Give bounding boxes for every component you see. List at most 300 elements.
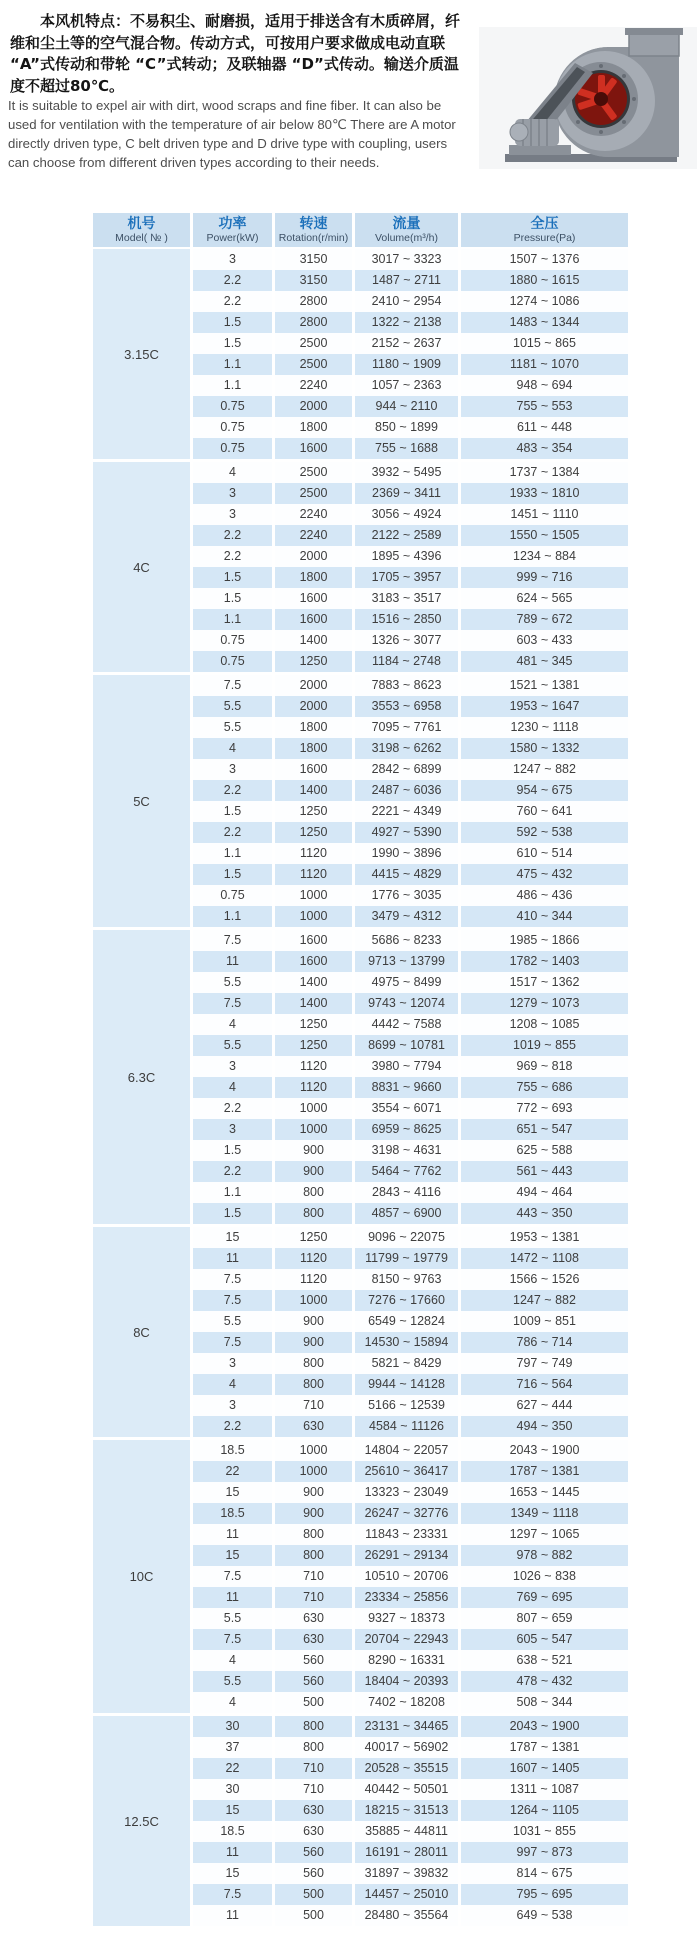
rotation-cell: 500 — [275, 1884, 352, 1905]
power-cell: 7.5 — [193, 1269, 272, 1290]
power-cell: 11 — [193, 951, 272, 972]
power-cell: 11 — [193, 1905, 272, 1926]
pressure-cell: 1880 ~ 1615 — [461, 270, 628, 291]
volume-cell: 3198 ~ 4631 — [355, 1140, 458, 1161]
volume-cell: 1705 ~ 3957 — [355, 567, 458, 588]
power-cell: 2.2 — [193, 546, 272, 567]
rotation-cell: 1800 — [275, 567, 352, 588]
pressure-cell: 1297 ~ 1065 — [461, 1524, 628, 1545]
power-cell: 18.5 — [193, 1440, 272, 1461]
pressure-cell: 978 ~ 882 — [461, 1545, 628, 1566]
pressure-cell: 789 ~ 672 — [461, 609, 628, 630]
power-cell: 18.5 — [193, 1503, 272, 1524]
volume-cell: 1990 ~ 3896 — [355, 843, 458, 864]
volume-cell: 9096 ~ 22075 — [355, 1227, 458, 1248]
power-cell: 15 — [193, 1545, 272, 1566]
pressure-cell: 625 ~ 588 — [461, 1140, 628, 1161]
pressure-cell: 2043 ~ 1900 — [461, 1716, 628, 1737]
volume-cell: 23131 ~ 34465 — [355, 1716, 458, 1737]
rotation-cell: 800 — [275, 1737, 352, 1758]
power-cell: 18.5 — [193, 1821, 272, 1842]
power-cell: 3 — [193, 504, 272, 525]
volume-cell: 35885 ~ 44811 — [355, 1821, 458, 1842]
power-cell: 1.5 — [193, 588, 272, 609]
volume-cell: 9743 ~ 12074 — [355, 993, 458, 1014]
power-cell: 1.1 — [193, 906, 272, 927]
power-cell: 5.5 — [193, 1608, 272, 1629]
pressure-cell: 2043 ~ 1900 — [461, 1440, 628, 1461]
pressure-cell: 807 ~ 659 — [461, 1608, 628, 1629]
power-cell: 2.2 — [193, 780, 272, 801]
volume-cell: 1487 ~ 2711 — [355, 270, 458, 291]
rotation-cell: 800 — [275, 1716, 352, 1737]
pressure-cell: 508 ~ 344 — [461, 1692, 628, 1713]
power-cell: 2.2 — [193, 1416, 272, 1437]
volume-cell: 40017 ~ 56902 — [355, 1737, 458, 1758]
column-header-power: 功率 Power(kW) — [193, 213, 272, 247]
rotation-cell: 2240 — [275, 525, 352, 546]
volume-cell: 11843 ~ 23331 — [355, 1524, 458, 1545]
volume-cell: 2221 ~ 4349 — [355, 801, 458, 822]
power-cell: 4 — [193, 738, 272, 759]
pressure-cell: 638 ~ 521 — [461, 1650, 628, 1671]
power-cell: 4 — [193, 1650, 272, 1671]
volume-cell: 4442 ~ 7588 — [355, 1014, 458, 1035]
rotation-cell: 1600 — [275, 951, 352, 972]
power-cell: 0.75 — [193, 396, 272, 417]
volume-cell: 2369 ~ 3411 — [355, 483, 458, 504]
pressure-cell: 1517 ~ 1362 — [461, 972, 628, 993]
power-cell: 11 — [193, 1248, 272, 1269]
pressure-cell: 627 ~ 444 — [461, 1395, 628, 1416]
volume-cell: 3056 ~ 4924 — [355, 504, 458, 525]
volume-cell: 4927 ~ 5390 — [355, 822, 458, 843]
volume-cell: 25610 ~ 36417 — [355, 1461, 458, 1482]
power-cell: 1.5 — [193, 1203, 272, 1224]
power-cell: 7.5 — [193, 1566, 272, 1587]
pressure-cell: 1521 ~ 1381 — [461, 675, 628, 696]
volume-cell: 1322 ~ 2138 — [355, 312, 458, 333]
power-cell: 2.2 — [193, 822, 272, 843]
pressure-cell: 494 ~ 464 — [461, 1182, 628, 1203]
volume-cell: 13323 ~ 23049 — [355, 1482, 458, 1503]
power-cell: 2.2 — [193, 1161, 272, 1182]
pressure-cell: 1181 ~ 1070 — [461, 354, 628, 375]
pressure-cell: 443 ~ 350 — [461, 1203, 628, 1224]
pressure-cell: 486 ~ 436 — [461, 885, 628, 906]
volume-cell: 2842 ~ 6899 — [355, 759, 458, 780]
rotation-cell: 630 — [275, 1629, 352, 1650]
pressure-cell: 1230 ~ 1118 — [461, 717, 628, 738]
model-label: 12.5C — [93, 1716, 190, 1926]
power-cell: 7.5 — [193, 1332, 272, 1353]
power-cell: 1.5 — [193, 333, 272, 354]
power-cell: 7.5 — [193, 993, 272, 1014]
volume-cell: 755 ~ 1688 — [355, 438, 458, 459]
pressure-cell: 948 ~ 694 — [461, 375, 628, 396]
rotation-cell: 800 — [275, 1524, 352, 1545]
spec-table — [93, 213, 628, 1929]
volume-cell: 4975 ~ 8499 — [355, 972, 458, 993]
rotation-cell: 1250 — [275, 822, 352, 843]
pressure-cell: 1472 ~ 1108 — [461, 1248, 628, 1269]
rotation-cell: 1000 — [275, 1290, 352, 1311]
rotation-cell: 500 — [275, 1692, 352, 1713]
rotation-cell: 630 — [275, 1416, 352, 1437]
rotation-cell: 560 — [275, 1842, 352, 1863]
rotation-cell: 900 — [275, 1311, 352, 1332]
pressure-cell: 1507 ~ 1376 — [461, 249, 628, 270]
pressure-cell: 1953 ~ 1647 — [461, 696, 628, 717]
pressure-cell: 1787 ~ 1381 — [461, 1737, 628, 1758]
rotation-cell: 630 — [275, 1800, 352, 1821]
pressure-cell: 1247 ~ 882 — [461, 1290, 628, 1311]
power-cell: 5.5 — [193, 1311, 272, 1332]
pressure-cell: 1015 ~ 865 — [461, 333, 628, 354]
volume-cell: 2122 ~ 2589 — [355, 525, 458, 546]
pressure-cell: 1208 ~ 1085 — [461, 1014, 628, 1035]
volume-cell: 7276 ~ 17660 — [355, 1290, 458, 1311]
volume-cell: 944 ~ 2110 — [355, 396, 458, 417]
power-cell: 1.1 — [193, 1182, 272, 1203]
pressure-cell: 1933 ~ 1810 — [461, 483, 628, 504]
pressure-cell: 755 ~ 553 — [461, 396, 628, 417]
power-cell: 15 — [193, 1227, 272, 1248]
rotation-cell: 900 — [275, 1332, 352, 1353]
power-cell: 4 — [193, 1077, 272, 1098]
rotation-cell: 900 — [275, 1140, 352, 1161]
rotation-cell: 1800 — [275, 417, 352, 438]
pressure-cell: 814 ~ 675 — [461, 1863, 628, 1884]
volume-cell: 2487 ~ 6036 — [355, 780, 458, 801]
model-group-8C — [93, 1227, 628, 1437]
pressure-cell: 1019 ~ 855 — [461, 1035, 628, 1056]
volume-cell: 3932 ~ 5495 — [355, 462, 458, 483]
rotation-cell: 560 — [275, 1671, 352, 1692]
column-header-pressure: 全压 Pressure(Pa) — [461, 213, 628, 247]
rotation-cell: 500 — [275, 1905, 352, 1926]
rotation-cell: 2240 — [275, 375, 352, 396]
rotation-cell: 2800 — [275, 291, 352, 312]
pressure-cell: 561 ~ 443 — [461, 1161, 628, 1182]
pressure-cell: 651 ~ 547 — [461, 1119, 628, 1140]
volume-cell: 31897 ~ 39832 — [355, 1863, 458, 1884]
rotation-cell: 710 — [275, 1395, 352, 1416]
pressure-cell: 1031 ~ 855 — [461, 1821, 628, 1842]
power-cell: 37 — [193, 1737, 272, 1758]
volume-cell: 5821 ~ 8429 — [355, 1353, 458, 1374]
pressure-cell: 760 ~ 641 — [461, 801, 628, 822]
rotation-cell: 2800 — [275, 312, 352, 333]
volume-cell: 1516 ~ 2850 — [355, 609, 458, 630]
power-cell: 22 — [193, 1461, 272, 1482]
power-cell: 15 — [193, 1800, 272, 1821]
pressure-cell: 603 ~ 433 — [461, 630, 628, 651]
power-cell: 7.5 — [193, 675, 272, 696]
model-group-10C — [93, 1440, 628, 1713]
power-cell: 1.1 — [193, 609, 272, 630]
power-cell: 2.2 — [193, 270, 272, 291]
pressure-cell: 795 ~ 695 — [461, 1884, 628, 1905]
rotation-cell: 1000 — [275, 885, 352, 906]
pressure-cell: 1550 ~ 1505 — [461, 525, 628, 546]
volume-cell: 1895 ~ 4396 — [355, 546, 458, 567]
volume-cell: 8831 ~ 9660 — [355, 1077, 458, 1098]
pressure-cell: 769 ~ 695 — [461, 1587, 628, 1608]
rotation-cell: 1800 — [275, 738, 352, 759]
rotation-cell: 1600 — [275, 930, 352, 951]
power-cell: 15 — [193, 1863, 272, 1884]
pressure-cell: 1566 ~ 1526 — [461, 1269, 628, 1290]
rotation-cell: 1250 — [275, 1014, 352, 1035]
power-cell: 7.5 — [193, 930, 272, 951]
rotation-cell: 2500 — [275, 333, 352, 354]
volume-cell: 3980 ~ 7794 — [355, 1056, 458, 1077]
volume-cell: 18215 ~ 31513 — [355, 1800, 458, 1821]
rotation-cell: 1000 — [275, 1119, 352, 1140]
pressure-cell: 1279 ~ 1073 — [461, 993, 628, 1014]
rotation-cell: 1000 — [275, 906, 352, 927]
volume-cell: 1057 ~ 2363 — [355, 375, 458, 396]
rotation-cell: 630 — [275, 1821, 352, 1842]
pressure-cell: 611 ~ 448 — [461, 417, 628, 438]
column-header-model: 机号 Model( № ) — [93, 213, 190, 247]
pressure-cell: 610 ~ 514 — [461, 843, 628, 864]
rotation-cell: 2000 — [275, 675, 352, 696]
power-cell: 0.75 — [193, 438, 272, 459]
power-cell: 22 — [193, 1758, 272, 1779]
power-cell: 5.5 — [193, 696, 272, 717]
pressure-cell: 481 ~ 345 — [461, 651, 628, 672]
volume-cell: 3017 ~ 3323 — [355, 249, 458, 270]
volume-cell: 7095 ~ 7761 — [355, 717, 458, 738]
intro-paragraph-english: It is suitable to expel air with dirt, wood scraps and fine fiber. It can also be used for ventilation with the temperature of air below 80℃ There are A motor directly driven type, C belt driven type and D drive type with coupling, users can choose from different driven types according to their needs. — [8, 98, 456, 170]
power-cell: 7.5 — [193, 1884, 272, 1905]
volume-cell: 16191 ~ 28011 — [355, 1842, 458, 1863]
power-cell: 5.5 — [193, 717, 272, 738]
rotation-cell: 900 — [275, 1503, 352, 1524]
power-cell: 1.1 — [193, 354, 272, 375]
rotation-cell: 630 — [275, 1608, 352, 1629]
rotation-cell: 1600 — [275, 438, 352, 459]
volume-cell: 5464 ~ 7762 — [355, 1161, 458, 1182]
rotation-cell: 2500 — [275, 462, 352, 483]
rotation-cell: 900 — [275, 1161, 352, 1182]
rotation-cell: 1400 — [275, 993, 352, 1014]
rotation-cell: 800 — [275, 1182, 352, 1203]
volume-cell: 9713 ~ 13799 — [355, 951, 458, 972]
pressure-cell: 997 ~ 873 — [461, 1842, 628, 1863]
volume-cell: 8699 ~ 10781 — [355, 1035, 458, 1056]
volume-cell: 4584 ~ 11126 — [355, 1416, 458, 1437]
power-cell: 1.5 — [193, 312, 272, 333]
power-cell: 3 — [193, 249, 272, 270]
pressure-cell: 954 ~ 675 — [461, 780, 628, 801]
rotation-cell: 1400 — [275, 630, 352, 651]
volume-cell: 3554 ~ 6071 — [355, 1098, 458, 1119]
power-cell: 30 — [193, 1716, 272, 1737]
power-cell: 3 — [193, 483, 272, 504]
volume-cell: 5686 ~ 8233 — [355, 930, 458, 951]
pressure-cell: 755 ~ 686 — [461, 1077, 628, 1098]
volume-cell: 20528 ~ 35515 — [355, 1758, 458, 1779]
rotation-cell: 1000 — [275, 1440, 352, 1461]
pressure-cell: 494 ~ 350 — [461, 1416, 628, 1437]
rotation-cell: 900 — [275, 1482, 352, 1503]
volume-cell: 1776 ~ 3035 — [355, 885, 458, 906]
centrifugal-fan-image — [479, 27, 697, 169]
rotation-cell: 710 — [275, 1566, 352, 1587]
rotation-cell: 710 — [275, 1587, 352, 1608]
rotation-cell: 1000 — [275, 1461, 352, 1482]
power-cell: 5.5 — [193, 1671, 272, 1692]
power-cell: 2.2 — [193, 1098, 272, 1119]
volume-cell: 23334 ~ 25856 — [355, 1587, 458, 1608]
volume-cell: 26247 ~ 32776 — [355, 1503, 458, 1524]
volume-cell: 1180 ~ 1909 — [355, 354, 458, 375]
volume-cell: 40442 ~ 50501 — [355, 1779, 458, 1800]
power-cell: 3 — [193, 759, 272, 780]
rotation-cell: 1120 — [275, 864, 352, 885]
table-body — [93, 249, 628, 1926]
volume-cell: 3198 ~ 6262 — [355, 738, 458, 759]
volume-cell: 5166 ~ 12539 — [355, 1395, 458, 1416]
table-header-row — [93, 213, 628, 247]
rotation-cell: 560 — [275, 1650, 352, 1671]
rotation-cell: 1400 — [275, 780, 352, 801]
power-cell: 3 — [193, 1353, 272, 1374]
power-cell: 11 — [193, 1524, 272, 1545]
rotation-cell: 800 — [275, 1353, 352, 1374]
power-cell: 0.75 — [193, 630, 272, 651]
volume-cell: 850 ~ 1899 — [355, 417, 458, 438]
rotation-cell: 1120 — [275, 1077, 352, 1098]
pressure-cell: 1782 ~ 1403 — [461, 951, 628, 972]
volume-cell: 18404 ~ 20393 — [355, 1671, 458, 1692]
rotation-cell: 2500 — [275, 354, 352, 375]
pressure-cell: 1009 ~ 851 — [461, 1311, 628, 1332]
rotation-cell: 2000 — [275, 546, 352, 567]
volume-cell: 6549 ~ 12824 — [355, 1311, 458, 1332]
pressure-cell: 1953 ~ 1381 — [461, 1227, 628, 1248]
volume-cell: 2843 ~ 4116 — [355, 1182, 458, 1203]
volume-cell: 8290 ~ 16331 — [355, 1650, 458, 1671]
pressure-cell: 1580 ~ 1332 — [461, 738, 628, 759]
pressure-cell: 1234 ~ 884 — [461, 546, 628, 567]
rotation-cell: 1120 — [275, 1269, 352, 1290]
power-cell: 7.5 — [193, 1290, 272, 1311]
volume-cell: 28480 ~ 35564 — [355, 1905, 458, 1926]
rotation-cell: 710 — [275, 1758, 352, 1779]
pressure-cell: 1737 ~ 1384 — [461, 462, 628, 483]
pressure-cell: 1247 ~ 882 — [461, 759, 628, 780]
model-group-3.15C — [93, 249, 628, 459]
pressure-cell: 483 ~ 354 — [461, 438, 628, 459]
model-label: 4C — [93, 462, 190, 672]
pressure-cell: 1451 ~ 1110 — [461, 504, 628, 525]
pressure-cell: 1026 ~ 838 — [461, 1566, 628, 1587]
rotation-cell: 3150 — [275, 249, 352, 270]
power-cell: 4 — [193, 1692, 272, 1713]
rotation-cell: 800 — [275, 1203, 352, 1224]
pressure-cell: 1607 ~ 1405 — [461, 1758, 628, 1779]
pressure-cell: 475 ~ 432 — [461, 864, 628, 885]
pressure-cell: 772 ~ 693 — [461, 1098, 628, 1119]
pressure-cell: 592 ~ 538 — [461, 822, 628, 843]
volume-cell: 3183 ~ 3517 — [355, 588, 458, 609]
power-cell: 2.2 — [193, 525, 272, 546]
volume-cell: 3553 ~ 6958 — [355, 696, 458, 717]
volume-cell: 14804 ~ 22057 — [355, 1440, 458, 1461]
rotation-cell: 800 — [275, 1374, 352, 1395]
volume-cell: 4857 ~ 6900 — [355, 1203, 458, 1224]
volume-cell: 1184 ~ 2748 — [355, 651, 458, 672]
rotation-cell: 1600 — [275, 759, 352, 780]
power-cell: 11 — [193, 1587, 272, 1608]
rotation-cell: 1120 — [275, 1056, 352, 1077]
power-cell: 3 — [193, 1056, 272, 1077]
pressure-cell: 1349 ~ 1118 — [461, 1503, 628, 1524]
volume-cell: 9944 ~ 14128 — [355, 1374, 458, 1395]
rotation-cell: 2240 — [275, 504, 352, 525]
volume-cell: 2152 ~ 2637 — [355, 333, 458, 354]
model-group-12.5C — [93, 1716, 628, 1926]
power-cell: 1.1 — [193, 843, 272, 864]
power-cell: 4 — [193, 462, 272, 483]
rotation-cell: 1250 — [275, 651, 352, 672]
pressure-cell: 1311 ~ 1087 — [461, 1779, 628, 1800]
pressure-cell: 797 ~ 749 — [461, 1353, 628, 1374]
pressure-cell: 1985 ~ 1866 — [461, 930, 628, 951]
volume-cell: 26291 ~ 29134 — [355, 1545, 458, 1566]
volume-cell: 14457 ~ 25010 — [355, 1884, 458, 1905]
power-cell: 5.5 — [193, 1035, 272, 1056]
volume-cell: 14530 ~ 15894 — [355, 1332, 458, 1353]
rotation-cell: 3150 — [275, 270, 352, 291]
pressure-cell: 999 ~ 716 — [461, 567, 628, 588]
pressure-cell: 1653 ~ 1445 — [461, 1482, 628, 1503]
model-group-5C — [93, 675, 628, 927]
rotation-cell: 1600 — [275, 609, 352, 630]
power-cell: 2.2 — [193, 291, 272, 312]
pressure-cell: 410 ~ 344 — [461, 906, 628, 927]
power-cell: 3 — [193, 1119, 272, 1140]
power-cell: 4 — [193, 1014, 272, 1035]
rotation-cell: 1400 — [275, 972, 352, 993]
power-cell: 7.5 — [193, 1629, 272, 1650]
model-label: 6.3C — [93, 930, 190, 1224]
rotation-cell: 1250 — [275, 1227, 352, 1248]
rotation-cell: 560 — [275, 1863, 352, 1884]
volume-cell: 11799 ~ 19779 — [355, 1248, 458, 1269]
power-cell: 5.5 — [193, 972, 272, 993]
rotation-cell: 1800 — [275, 717, 352, 738]
rotation-cell: 1250 — [275, 1035, 352, 1056]
pressure-cell: 716 ~ 564 — [461, 1374, 628, 1395]
volume-cell: 1326 ~ 3077 — [355, 630, 458, 651]
power-cell: 3 — [193, 1395, 272, 1416]
power-cell: 1.5 — [193, 567, 272, 588]
intro-paragraph-chinese: 本风机特点：不易积尘、耐磨损，适用于排送含有木质碎屑，纤维和尘土等的空气混合物。传动方式，可按用户要求做成电动直联 “A”式传动和带轮 “C”式转动；及联轴器 “D”式传动。输送介质温度不超过80℃。 — [10, 12, 461, 95]
power-cell: 30 — [193, 1779, 272, 1800]
power-cell: 11 — [193, 1842, 272, 1863]
pressure-cell: 649 ~ 538 — [461, 1905, 628, 1926]
rotation-cell: 1250 — [275, 801, 352, 822]
volume-cell: 6959 ~ 8625 — [355, 1119, 458, 1140]
volume-cell: 8150 ~ 9763 — [355, 1269, 458, 1290]
rotation-cell: 1120 — [275, 1248, 352, 1269]
volume-cell: 3479 ~ 4312 — [355, 906, 458, 927]
